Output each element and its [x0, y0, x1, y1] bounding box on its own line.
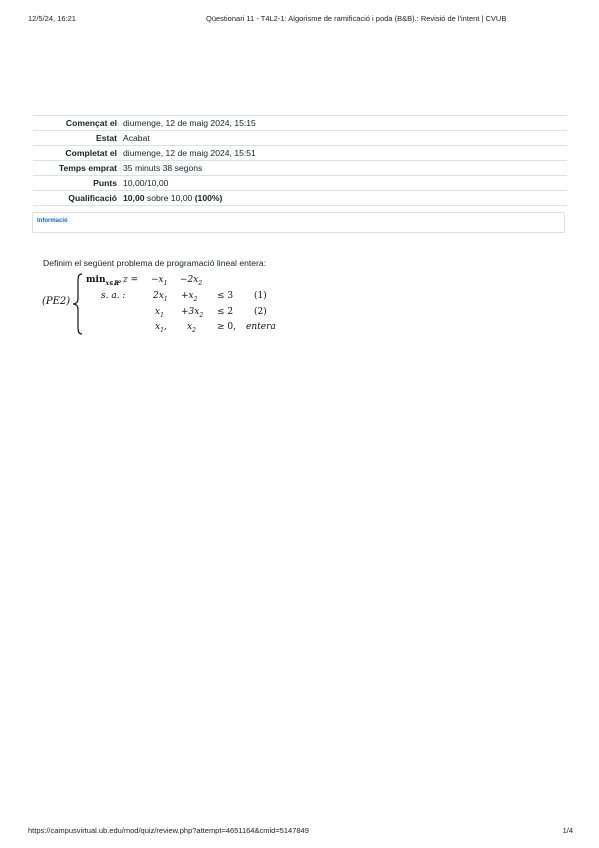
row4-relation: ≥ 0,	[217, 322, 236, 332]
information-label: Informació	[37, 218, 68, 224]
row3-term2: $+3x_2$	[181, 307, 204, 319]
summary-label: Començat el	[33, 116, 123, 131]
row1-term2: $-2x_2$	[180, 275, 203, 287]
print-title: Qüestionari 11 - T4L2-1: Algorisme de ramificació i poda (B&B).: Revisió de l'intent | CVUB	[206, 14, 507, 23]
print-header	[28, 14, 573, 26]
row1-term1: $-x_1$	[151, 275, 168, 287]
subject-to: s. a. :	[101, 291, 126, 301]
grade-middle: sobre 10,00	[144, 193, 195, 203]
summary-row-completed	[33, 146, 567, 161]
attempt-summary-table	[33, 115, 567, 206]
summary-row-marks	[33, 176, 567, 191]
row2-relation: ≤ 3	[217, 291, 234, 301]
grade-score: 10,00	[123, 193, 145, 203]
summary-label: Estat	[33, 131, 123, 146]
row2-label: (1)	[254, 291, 267, 301]
objective-min: $\min_{x\in ℝ^2}$	[86, 275, 122, 287]
information-box	[32, 212, 565, 233]
print-date: 12/5/24, 16:21	[28, 14, 76, 23]
row3-relation: ≤ 2	[217, 307, 234, 317]
summary-row-state	[33, 131, 567, 146]
summary-value: 35 minuts 38 segons	[123, 161, 567, 176]
left-brace	[72, 273, 84, 335]
summary-value: diumenge, 12 de maig 2024, 15:15	[123, 116, 567, 131]
summary-value-grade	[123, 191, 567, 206]
row3-label: (2)	[254, 307, 267, 317]
summary-row-started	[33, 116, 567, 131]
row2-term2: $+x_2$	[181, 291, 198, 303]
summary-value: Acabat	[123, 131, 567, 146]
page-url: https://campusvirtual.ub.edu/mod/quiz/review.php?attempt=4651164&cmid=5147849	[28, 826, 309, 835]
row4-term2: $x_2$	[187, 322, 196, 334]
summary-value: diumenge, 12 de maig 2024, 15:51	[123, 146, 567, 161]
summary-value: 10,00/10,00	[123, 176, 567, 191]
page-number: 1/4	[562, 826, 573, 835]
row4-term1: $x_1$,	[155, 322, 167, 334]
summary-row-time-taken	[33, 161, 567, 176]
summary-label: Temps emprat	[33, 161, 123, 176]
row3-term1: $x_1$	[155, 307, 164, 319]
row4-integer: entera	[246, 322, 276, 332]
summary-label: Punts	[33, 176, 123, 191]
summary-row-grade	[33, 191, 567, 206]
grade-percent: (100%)	[194, 193, 223, 203]
summary-label: Qualificació	[33, 191, 123, 206]
system-name: (PE2)	[42, 296, 71, 307]
lp-system	[39, 271, 299, 337]
objective-z: z =	[123, 275, 139, 285]
row2-term1: $2x_1$	[153, 291, 168, 303]
print-footer	[28, 826, 573, 838]
question-intro: Definim el següent problema de programació lineal entera:	[43, 258, 267, 268]
summary-label: Completat el	[33, 146, 123, 161]
